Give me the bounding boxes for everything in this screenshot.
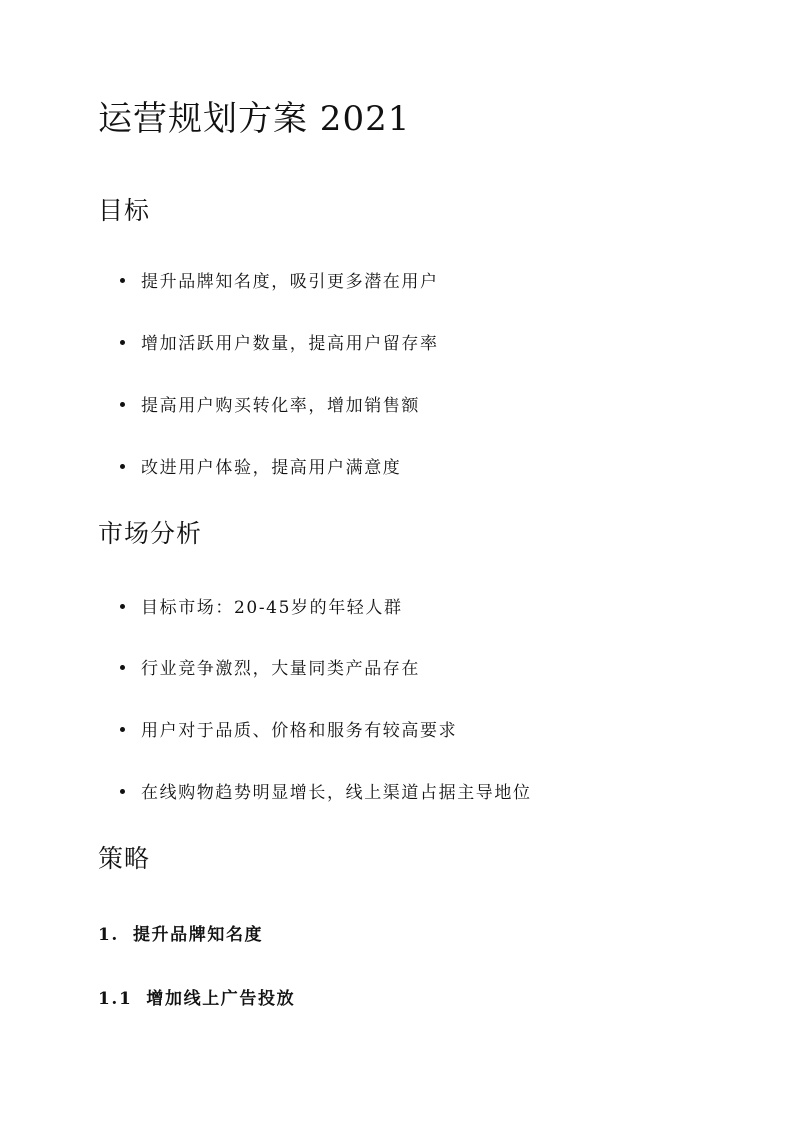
list-item-text: 目标市场：20-45岁的年轻人群 [141, 598, 403, 618]
subsection-heading [98, 987, 295, 1011]
section-heading-strategy: 策略 [98, 844, 151, 873]
subsection-number: 1.1 [98, 989, 133, 1009]
list-item [120, 394, 420, 418]
subsection-number: 1. [98, 925, 119, 945]
bullet-icon [120, 278, 125, 283]
list-item-text: 提高用户购买转化率，增加销售额 [141, 396, 420, 416]
list-item [120, 332, 439, 356]
list-item [120, 456, 401, 480]
bullet-icon [120, 604, 125, 609]
list-item [120, 781, 532, 805]
bullet-icon [120, 340, 125, 345]
list-item [120, 270, 439, 294]
subsection-label: 提升品牌知名度 [132, 925, 264, 945]
bullet-icon [120, 464, 125, 469]
list-item-text: 行业竞争激烈，大量同类产品存在 [141, 659, 420, 679]
list-item-text: 用户对于品质、价格和服务有较高要求 [141, 721, 458, 741]
list-item-text: 改进用户体验，提高用户满意度 [141, 458, 402, 478]
list-item-text: 在线购物趋势明显增长，线上渠道占据主导地位 [141, 783, 532, 803]
bullet-icon [120, 402, 125, 407]
bullet-icon [120, 727, 125, 732]
list-item-text: 增加活跃用户数量，提高用户留存率 [141, 334, 439, 354]
list-item [120, 657, 420, 681]
list-item-text: 提升品牌知名度，吸引更多潜在用户 [141, 272, 439, 292]
document-title: 运营规划方案 2021 [98, 99, 411, 139]
subsection-heading [98, 923, 263, 947]
bullet-icon [120, 665, 125, 670]
list-item [120, 719, 457, 743]
section-heading-goals: 目标 [98, 196, 151, 225]
subsection-label: 增加线上广告投放 [146, 989, 296, 1009]
section-heading-market: 市场分析 [98, 519, 203, 548]
list-item [120, 596, 403, 620]
bullet-icon [120, 789, 125, 794]
